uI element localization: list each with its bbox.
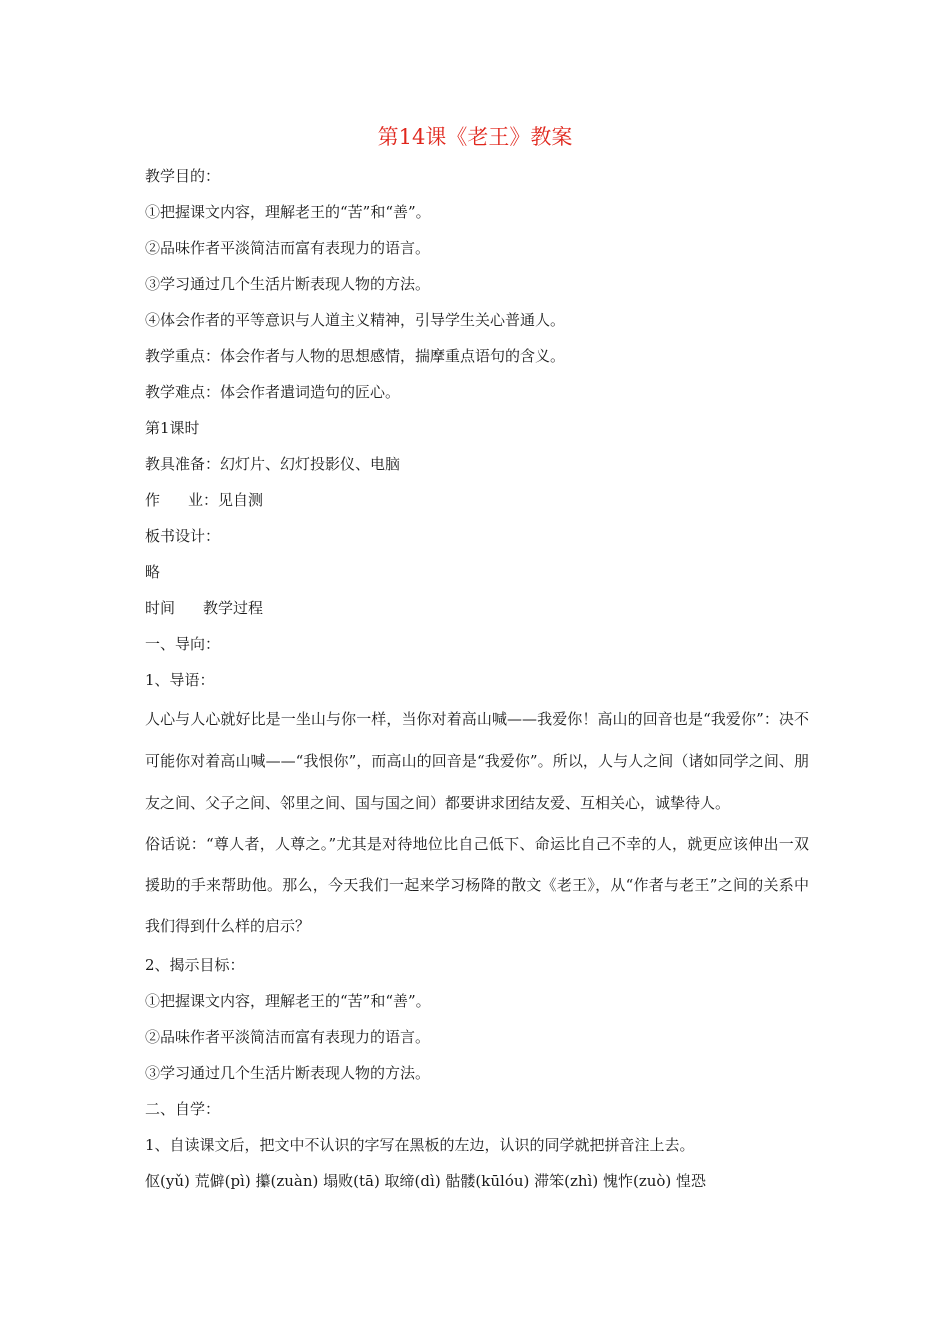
- goal-item-4: ④体会作者的平等意识与人道主义精神，引导学生关心普通人。: [145, 311, 566, 329]
- goal-heading: 教学目的：: [145, 167, 221, 185]
- section-heading-2: 二、自学：: [145, 1100, 221, 1118]
- page-title: 第14课《老王》教案: [377, 125, 573, 149]
- key-point: 教学重点：体会作者与人物的思想感情，揣摩重点语句的含义。: [145, 347, 566, 365]
- board-omit: 略: [145, 563, 161, 581]
- vocabulary-line: 伛(yǔ) 荒僻(pì) 攥(zuàn) 塌败(tā) 取缔(dì) 骷髅(kūlóu) 滞笨(zhì) 愧怍(zuò) 惶恐: [145, 1172, 707, 1190]
- intro-heading: 1、导语：: [145, 671, 215, 689]
- reveal-item-1: ①把握课文内容，理解老王的“苦”和“善”。: [145, 992, 431, 1010]
- goal-item-2: ②品味作者平淡简洁而富有表现力的语言。: [145, 239, 431, 257]
- time-process-header: [145, 590, 809, 626]
- intro-paragraph-1: 人心与人心就好比是一坐山与你一样，当你对着高山喊——我爱你！高山的回音也是“我爱你”：决不可能你对着高山喊——“我恨你”，而高山的回音是“我爱你”。所以，人与人之间（诸如同学之间、朋友之间、父子之间、邻里之间、国与国之间）都要讲求团结友爱、互相关心，诚挚待人。: [145, 710, 809, 812]
- teaching-tools: 教具准备：幻灯片、幻灯投影仪、电脑: [145, 455, 401, 473]
- reveal-item-3: ③学习通过几个生活片断表现人物的方法。: [145, 1064, 431, 1082]
- time-label: 时间: [145, 599, 176, 617]
- section-heading-1: 一、导向：: [145, 635, 221, 653]
- intro-paragraph-2: 俗话说：“尊人者，人尊之。”尤其是对待地位比自己低下、命运比自己不幸的人，就更应该伸出一双援助的手来帮助他。那么，今天我们一起来学习杨降的散文《老王》，从“作者与老王”之间的关系中我们得到什么样的启示？: [145, 835, 809, 935]
- difficulty: 教学难点：体会作者遣词造句的匠心。: [145, 383, 401, 401]
- homework-label: 作: [145, 491, 161, 509]
- reveal-item-2: ②品味作者平淡简洁而富有表现力的语言。: [145, 1028, 431, 1046]
- board-design: 板书设计：: [145, 527, 221, 545]
- homework: [145, 482, 809, 518]
- goal-item-1: ①把握课文内容，理解老王的“苦”和“善”。: [145, 203, 431, 221]
- document-body: [145, 158, 809, 1199]
- selfstudy-item-1: 1、自读课文后，把文中不认识的字写在黑板的左边，认识的同学就把拼音注上去。: [145, 1136, 695, 1154]
- reveal-heading: 2、揭示目标：: [145, 956, 245, 974]
- homework-text: 业：见自测: [188, 491, 264, 509]
- goal-item-3: ③学习通过几个生活片断表现人物的方法。: [145, 275, 431, 293]
- process-label: 教学过程: [203, 599, 264, 617]
- lesson-period: 第1课时: [145, 419, 200, 437]
